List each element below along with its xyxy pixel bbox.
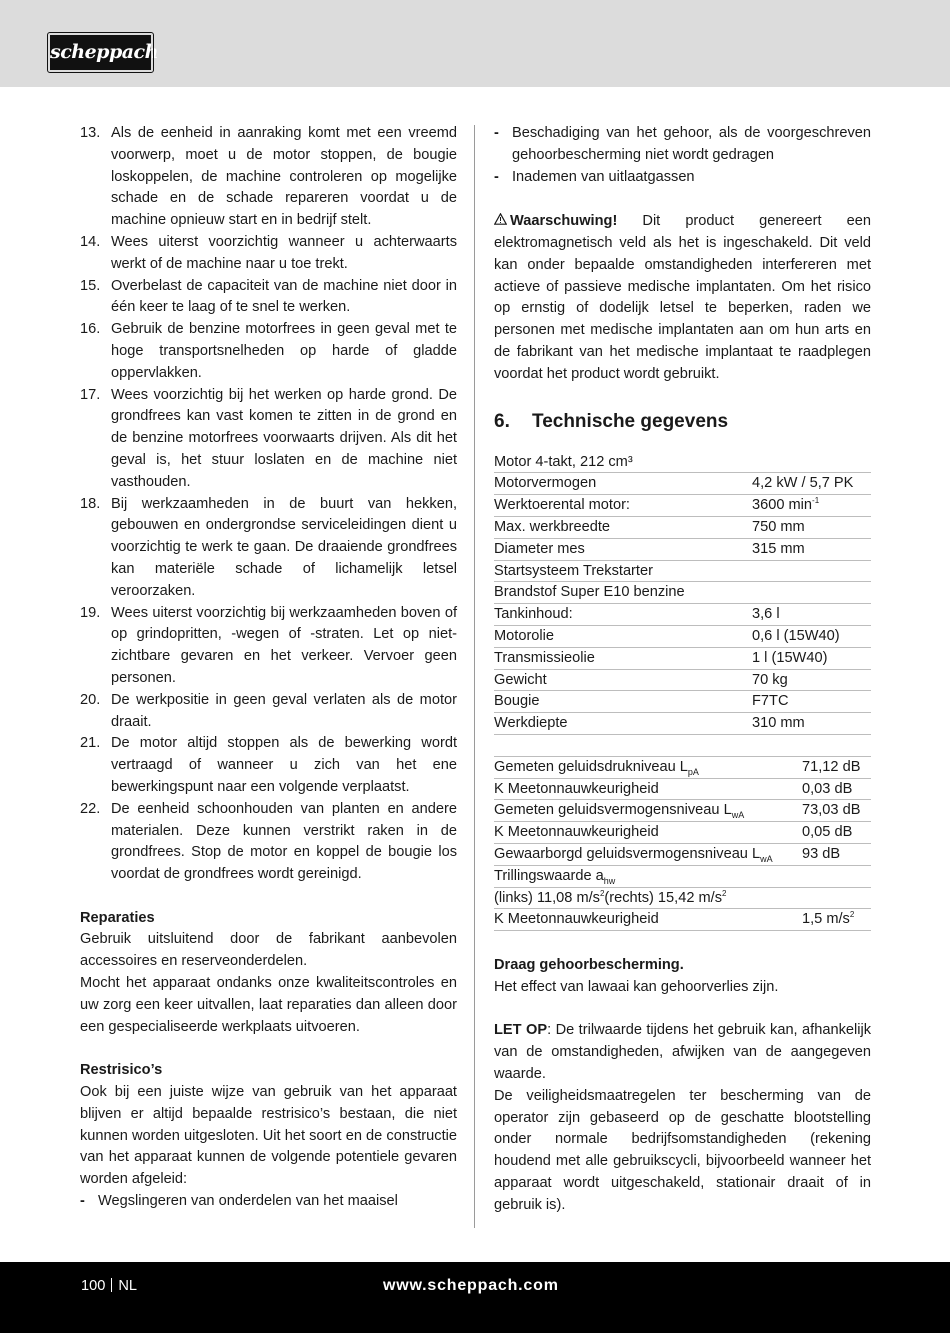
page-indicator (81, 1276, 137, 1298)
safety-list-item (80, 799, 457, 886)
spec-value-superscript: -1 (812, 496, 820, 506)
spec-value-text: 4,2 kW / 5,7 PK (752, 475, 854, 492)
safety-list-item (80, 276, 457, 320)
spec-label: Gewicht (494, 669, 752, 691)
list-item-text: Gebruik de benzine motorfrees in geen geval met te hoge transportsnelheden op harde of gladde oppervlakken. (111, 321, 457, 381)
spec-value-text: 70 kg (752, 671, 788, 688)
safety-list-item (80, 494, 457, 603)
spec-value (752, 516, 871, 538)
list-item-text: Overbelast de capaciteit van de machine niet door in één keer te laag of te snel te werken. (111, 277, 457, 316)
spec-row (494, 647, 871, 669)
spec-row (494, 473, 871, 495)
footer (0, 1262, 950, 1333)
note-text: : De trilwaarde tijdens het gebruik kan, afhankelijk van de omstandigheden, afwijken van de aangegeven waarde. (494, 1022, 872, 1083)
safety-measures-paragraph: De veiligheidsmaatregelen ter bescherming van de operator zijn gebaseerd op de geschatte blootstelling onder normale bedrijfsomstandigheden (rekening houdend met alle gebruikscycli, bijvoorbeeld wanneer het apparaat wordt uitgeschakeld, stationair draait of in gebruik is). (494, 1087, 871, 1213)
list-number: 19. (80, 604, 101, 621)
list-number: 22. (80, 800, 101, 817)
section-title: Technische gegevens (532, 410, 729, 432)
noise-value (802, 778, 871, 800)
noise-row (494, 778, 871, 800)
spec-value (752, 560, 871, 582)
noise-row (494, 843, 871, 865)
noise-label-subscript: wA (760, 853, 773, 864)
risk-item-text: Inademen van uitlaatgassen (512, 168, 695, 185)
spacer-row (494, 734, 871, 756)
spec-label: Tankinhoud: (494, 604, 752, 626)
risk-item (494, 123, 871, 167)
list-item-text: Als de eenheid in aanraking komt met een vreemd voorwerp, moet u de motor stoppen, de bougie loskoppelen, de machine controleren op mogelijke schade en de schade repareren voordat u de machine opnieuw start en in bedrijf stelt. (111, 125, 457, 229)
list-item-text: Wees uiterst voorzichtig wanneer u achterwaarts werkt of de machine naar u toe trekt. (111, 233, 457, 272)
safety-list-item (80, 603, 457, 690)
spec-label: Werkdiepte (494, 713, 752, 735)
list-number: 17. (80, 386, 101, 403)
spec-value (752, 452, 871, 473)
repairs-title: Reparaties (80, 909, 155, 926)
noise-label-text: Gemeten geluidsvermogensniveau L (494, 802, 732, 819)
spec-label: Motor 4-takt, 212 cm³ (494, 452, 752, 473)
spec-value-text: 1 l (15W40) (752, 649, 828, 666)
list-number: 13. (80, 125, 101, 141)
noise-row (494, 822, 871, 844)
noise-label-text: K Meetonnauwkeurigheid (494, 824, 659, 841)
website-link[interactable]: www.scheppach.com (383, 1277, 559, 1294)
spec-label: Werktoerental motor: (494, 495, 752, 517)
noise-label (494, 800, 802, 822)
vibration-label (494, 865, 871, 887)
safety-list-item (80, 123, 457, 232)
spec-value-text: 310 mm (752, 715, 805, 732)
spec-row (494, 516, 871, 538)
list-number: 21. (80, 735, 101, 752)
noise-label-text: Gemeten geluidsdrukniveau L (494, 758, 688, 775)
scheppach-logo: scheppach (48, 33, 153, 72)
page-number: 100 (81, 1278, 106, 1294)
spec-row (494, 538, 871, 560)
vibration-row (494, 865, 871, 887)
warning-paragraph (494, 210, 871, 385)
repairs-paragraph-2: Mocht het apparaat ondanks onze kwaliteitscontroles en uw zorg een keer uitvallen, laat reparaties dan alleen door een gespecialiseerde werkplaats uitvoeren. (80, 975, 457, 1035)
noise-value-text: 71,12 dB (802, 758, 861, 775)
section-heading (494, 410, 871, 434)
spec-value-text: 0,6 l (15W40) (752, 627, 840, 644)
vibration-k-value-text: 1,5 m/s (802, 911, 850, 928)
list-item-text: De eenheid schoonhouden van planten en andere materialen. Deze kunnen verstrikt raken in de grondfrees. Stop de motor en koppel de bougie los voordat de grondfrees wordt gereinigd. (111, 800, 457, 883)
spec-value (752, 538, 871, 560)
noise-label-subscript: pA (687, 766, 699, 777)
noise-label (494, 757, 802, 778)
spec-label: Transmissieolie (494, 647, 752, 669)
hearing-protection-title: Draag gehoorbescherming. (494, 957, 684, 974)
noise-value (802, 757, 871, 778)
vibration-values-row (494, 887, 871, 909)
spec-row (494, 713, 871, 735)
spec-label: Motorolie (494, 625, 752, 647)
list-item-text: De werkpositie in geen geval verlaten als de motor draait. (111, 691, 457, 730)
vibration-k-value (802, 909, 871, 931)
vibration-k-label (494, 909, 802, 931)
warning-label: Waarschuwing! (510, 213, 618, 230)
residual-risks-title: Restrisico’s (80, 1062, 163, 1079)
spec-label: Bougie (494, 691, 752, 713)
spec-value (752, 625, 871, 647)
noise-label (494, 822, 802, 844)
spec-value-text: 3,6 l (752, 606, 780, 623)
squared-superscript: 2 (599, 888, 605, 898)
noise-value (802, 822, 871, 844)
safety-list-item (80, 733, 457, 798)
spec-value-text: F7TC (752, 693, 789, 710)
warning-triangle-icon (494, 210, 507, 232)
spec-row (494, 582, 871, 604)
safety-list (80, 123, 457, 886)
spec-row (494, 669, 871, 691)
column-divider (474, 125, 475, 1228)
safety-list-item (80, 385, 457, 494)
noise-row (494, 800, 871, 822)
spec-row (494, 560, 871, 582)
spec-value (752, 604, 871, 626)
spacer-cell (494, 734, 871, 756)
spec-value (752, 582, 871, 604)
noise-value-text: 0,03 dB (802, 780, 853, 797)
list-number: 18. (80, 495, 101, 512)
safety-list-item (80, 690, 457, 734)
noise-value-text: 93 dB (802, 845, 841, 862)
risk-item (80, 1191, 457, 1213)
spec-label: Diameter mes (494, 538, 752, 560)
noise-label-subscript: wA (731, 810, 745, 821)
vibration-label-text: Trillingswaarde a (494, 867, 604, 884)
list-number: 15. (80, 277, 101, 294)
noise-value (802, 800, 871, 822)
spec-row (494, 495, 871, 517)
risk-item-text: Beschadiging van het gehoor, als de voorgeschreven gehoorbescherming niet wordt gedragen (512, 125, 871, 163)
spec-label: Startsysteem Trekstarter (494, 560, 752, 582)
spec-value (752, 669, 871, 691)
squared-superscript: 2 (849, 910, 855, 920)
spec-value-text: 750 mm (752, 518, 805, 535)
spec-row (494, 625, 871, 647)
spec-table (494, 452, 871, 757)
note-paragraph (494, 1020, 871, 1085)
spec-value (752, 647, 871, 669)
noise-value (802, 843, 871, 865)
dash-marker: - (494, 168, 499, 185)
vibration-right-value: (rechts) 15,42 m/s (604, 889, 723, 906)
vibration-k-row (494, 909, 871, 931)
safety-list-item (80, 319, 457, 384)
spec-value-text: 3600 min (752, 497, 813, 514)
spec-label: Max. werkbreedte (494, 516, 752, 538)
noise-row (494, 757, 871, 778)
vibration-label-subscript: hw (603, 875, 616, 886)
noise-label (494, 778, 802, 800)
safety-list-item (80, 232, 457, 276)
spec-value (752, 495, 871, 517)
spec-value-text: 315 mm (752, 540, 805, 557)
noise-value-text: 73,03 dB (802, 802, 861, 819)
warning-text: Dit product genereert een elektromagnetisch veld als het is ingeschakeld. Dit veld kan onder bepaalde omstandigheden interfereren met actieve of passieve medische implantaten. Om het risico op ernstig of dodelijk letsel te beperken, raden we personen met medische implantaten aan om hun arts en de fabrikant van het medische implantaat te raadplegen voordat het product wordt gebruikt. (494, 213, 871, 382)
spec-value (752, 473, 871, 495)
spec-label: Brandstof Super E10 benzine (494, 582, 752, 604)
dash-marker: - (80, 1193, 85, 1210)
hearing-protection-text: Het effect van lawaai kan gehoorverlies zijn. (494, 978, 779, 995)
residual-risks-paragraph: Ook bij een juiste wijze van gebruik van het apparaat blijven er altijd bepaalde restrisico’s bestaan, die niet kunnen worden uitgesloten. Uit het soort en de constructie van het apparaat kunnen de volgende potentiele gevaren worden afgeleid: (80, 1084, 457, 1188)
list-number: 14. (80, 233, 101, 250)
section-number: 6. (494, 410, 510, 432)
list-number: 16. (80, 321, 101, 338)
vibration-k-label-text: K Meetonnauwkeurigheid (494, 911, 659, 928)
squared-superscript: 2 (722, 888, 727, 898)
risk-item-text: Wegslingeren van onderdelen van het maaisel (98, 1193, 398, 1210)
spec-value (752, 713, 871, 735)
spec-row (494, 691, 871, 713)
list-item-text: Wees voorzichtig bij het werken op harde grond. De grondfrees kan vast komen te zitten in de grond en de benzine motorfrees voorwaarts drijven. Als dit het geval is, het stuur loslaten en de machine niet vasthouden. (111, 386, 457, 490)
list-item-text: Bij werkzaamheden in de buurt van hekken, gebouwen en ondergrondse serviceleidingen dient u voorzichtig te werk te gaan. De draaiende grondfrees kan materiële schade of lichamelijk letsel veroorzaken. (111, 495, 457, 599)
noise-label-text: K Meetonnauwkeurigheid (494, 780, 659, 797)
repairs-paragraph-1: Gebruik uitsluitend door de fabrikant aanbevolen accessoires en reserveonderdelen. (80, 931, 457, 970)
spec-label: Motorvermogen (494, 473, 752, 495)
spec-row (494, 604, 871, 626)
noise-value-text: 0,05 dB (802, 824, 853, 841)
right-column (494, 123, 871, 1217)
spec-row (494, 452, 871, 473)
language-code: NL (118, 1278, 138, 1294)
vibration-left-value: (links) 11,08 m/s (494, 889, 600, 906)
list-number: 20. (80, 691, 101, 708)
list-item-text: De motor altijd stoppen als de bewerking wordt vertraagd of wanneer u zich van het ene bewerkingspunt naar een volgende verplaatst. (111, 735, 457, 795)
spec-value (752, 691, 871, 713)
left-column (80, 123, 457, 1213)
dash-marker: - (494, 125, 499, 141)
page-separator (111, 1278, 112, 1292)
list-item-text: Wees uiterst voorzichtig bij werkzaamheden boven of op grindopritten, -wegen of -straten. Let op niet-zichtbare gevaren en het verkeer. Vervoer geen personen. (111, 604, 457, 686)
note-label: LET OP (494, 1022, 548, 1039)
noise-table (494, 757, 871, 931)
noise-label-text: Gewaarborgd geluidsvermogensniveau L (494, 845, 761, 862)
risk-item (494, 167, 871, 189)
vibration-values (494, 887, 871, 909)
noise-label (494, 843, 802, 865)
